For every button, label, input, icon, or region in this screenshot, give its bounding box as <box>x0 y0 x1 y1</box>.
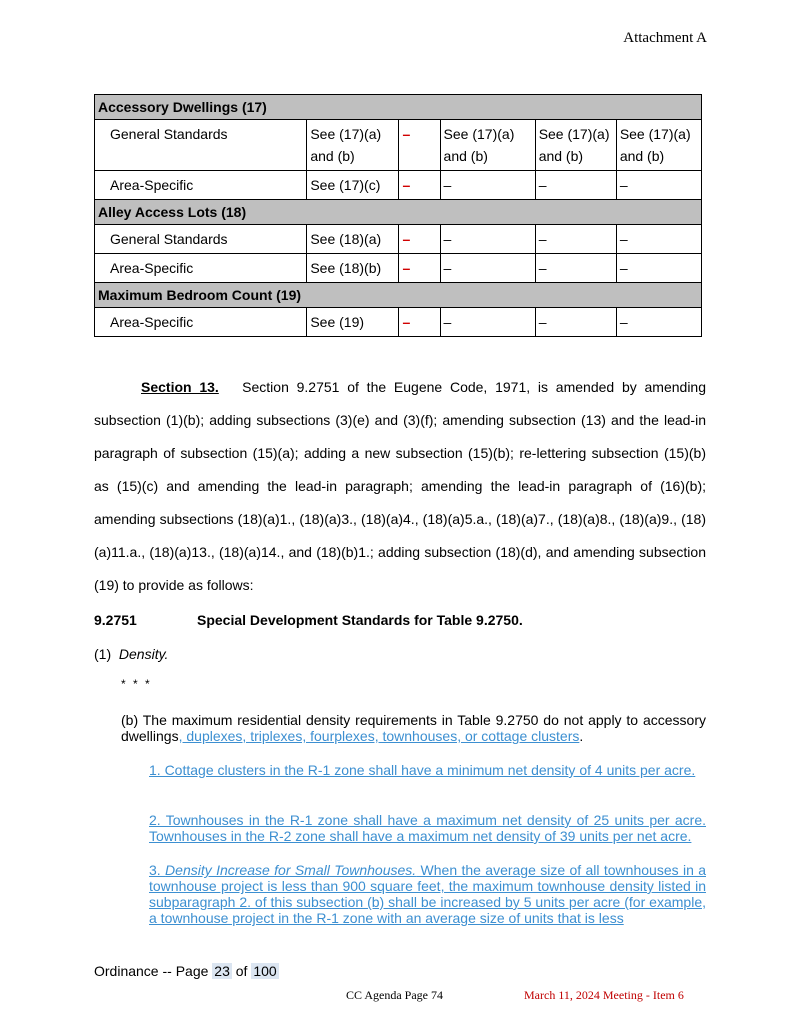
table-cell-c2: – <box>399 171 440 200</box>
table-cell-c1: See (17)(c) <box>307 171 399 200</box>
table-edge <box>701 171 705 200</box>
table-cell-c3: – <box>440 225 535 254</box>
footer-page: 23 <box>214 963 230 979</box>
table-cell-label: General Standards <box>95 225 307 254</box>
table-row <box>95 171 706 200</box>
table-cell-c4: – <box>535 171 616 200</box>
agenda-page: CC Agenda Page 74 <box>346 988 443 1002</box>
table-cell-c4: See (17)(a) and (b) <box>535 120 616 171</box>
omission-stars: * * * <box>121 677 152 691</box>
table-cell-label: Area-Specific <box>95 308 307 337</box>
footer-of: of <box>235 963 248 979</box>
table-section-header: Maximum Bedroom Count (19) <box>95 283 702 308</box>
table-cell-c1: See (17)(a) and (b) <box>307 120 399 171</box>
item-3-lead: 3. <box>149 862 166 878</box>
paragraph-b-inserted: , duplexes, triplexes, fourplexes, townhouses, or cottage clusters <box>178 728 580 744</box>
section-13-text: Section 9.2751 of the Eugene Code, 1971, is amended by amending subsection (1)(b); adding subsections (3)(e) and (3)(f); amending subsection (13) and the lead-in paragraph of subsection (15)(a); adding a new subsection (15)(b); re-lettering subsection (15)(b) as (15)(c) and amending the lead-in paragraph; amending the lead-in paragraph of (16)(b); amending subsections (18)(a)1., (18)(a)3., (18)(a)4., (18)(a)5.a., (18)(a)7., (18)(a)8., (18)(a)9., (18)(a)11.a., (18)(a)13., (18)(a)14., and (18)(b)1.; adding subsection (18)(d), and amending subsection (19) to provide as follows: <box>94 379 707 593</box>
table-cell-c3: – <box>440 171 535 200</box>
table-cell-label: Area-Specific <box>95 254 307 283</box>
table-section-header: Accessory Dwellings (17) <box>95 95 702 120</box>
table-cell-label: General Standards <box>95 120 307 171</box>
table-row <box>95 308 706 337</box>
table-cell-c1: See (18)(a) <box>307 225 399 254</box>
footer-prefix: Ordinance -- Page <box>94 963 209 979</box>
paragraph-b-end: . <box>579 728 584 744</box>
table-cell-c3: See (17)(a) and (b) <box>440 120 535 171</box>
section-13-label: Section 13. <box>141 379 219 395</box>
table-edge <box>701 254 705 283</box>
item-1: 1. Cottage clusters in the R-1 zone shall have a minimum net density of 4 units per acre. <box>149 762 696 778</box>
table-cell-c5: – <box>616 254 701 283</box>
table-cell-c4: – <box>535 254 616 283</box>
table-cell-c2: – <box>399 254 440 283</box>
table-cell-c1: See (19) <box>307 308 399 337</box>
meeting-label: March 11, 2024 Meeting - Item 6 <box>524 988 684 1002</box>
table-cell-c2: – <box>399 308 440 337</box>
page-footer <box>94 963 279 979</box>
table-edge <box>701 308 705 337</box>
table-section-header: Alley Access Lots (18) <box>95 200 702 225</box>
table-edge <box>701 120 705 171</box>
table-cell-c5: See (17)(a) and (b) <box>616 120 701 171</box>
subsection-title: Density. <box>118 646 169 662</box>
section-heading <box>94 612 523 628</box>
footer-total: 100 <box>253 963 277 979</box>
table-edge <box>701 225 705 254</box>
table-cell-c5: – <box>616 308 701 337</box>
section-title: Special Development Standards for Table 9.2750. <box>197 612 523 628</box>
table-row <box>95 225 706 254</box>
attachment-label: Attachment A <box>623 30 707 46</box>
table-cell-c1: See (18)(b) <box>307 254 399 283</box>
table-cell-c2: – <box>399 225 440 254</box>
table-cell-c5: – <box>616 171 701 200</box>
table-cell-c3: – <box>440 308 535 337</box>
section-number: 9.2751 <box>94 612 137 628</box>
subsection-number: (1) <box>94 646 112 662</box>
subsection-1 <box>94 646 168 662</box>
paragraph-b <box>121 712 706 744</box>
table-cell-c4: – <box>535 225 616 254</box>
item-3-text: When the average size of all townhouses in a townhouse project is less than 900 square feet, the maximum townhouse density listed in subparagraph 2. of this subsection (b) shall be increased by 5 units per acre (for example, a townhouse project in the R-1 zone with an average size of units that is less <box>149 862 706 926</box>
item-2: 2. Townhouses in the R-1 zone shall have a maximum net density of 25 units per acre. Townhouses in the R-2 zone shall have a maximum net density of 39 units per net acre. <box>149 812 706 844</box>
table-cell-c5: – <box>616 225 701 254</box>
table-cell-c2: – <box>399 120 440 171</box>
table-row <box>95 254 706 283</box>
item-3 <box>149 862 706 926</box>
table-row <box>95 120 706 171</box>
paragraph-b-text: (b) The maximum residential density requirements in Table 9.2750 do not apply to accessory dwellings <box>121 712 706 744</box>
table-cell-c3: – <box>440 254 535 283</box>
item-3-title: Density Increase for Small Townhouses. <box>165 862 417 878</box>
table-cell-c4: – <box>535 308 616 337</box>
section-13-paragraph <box>94 371 706 602</box>
table-cell-label: Area-Specific <box>95 171 307 200</box>
standards-table <box>94 94 706 337</box>
